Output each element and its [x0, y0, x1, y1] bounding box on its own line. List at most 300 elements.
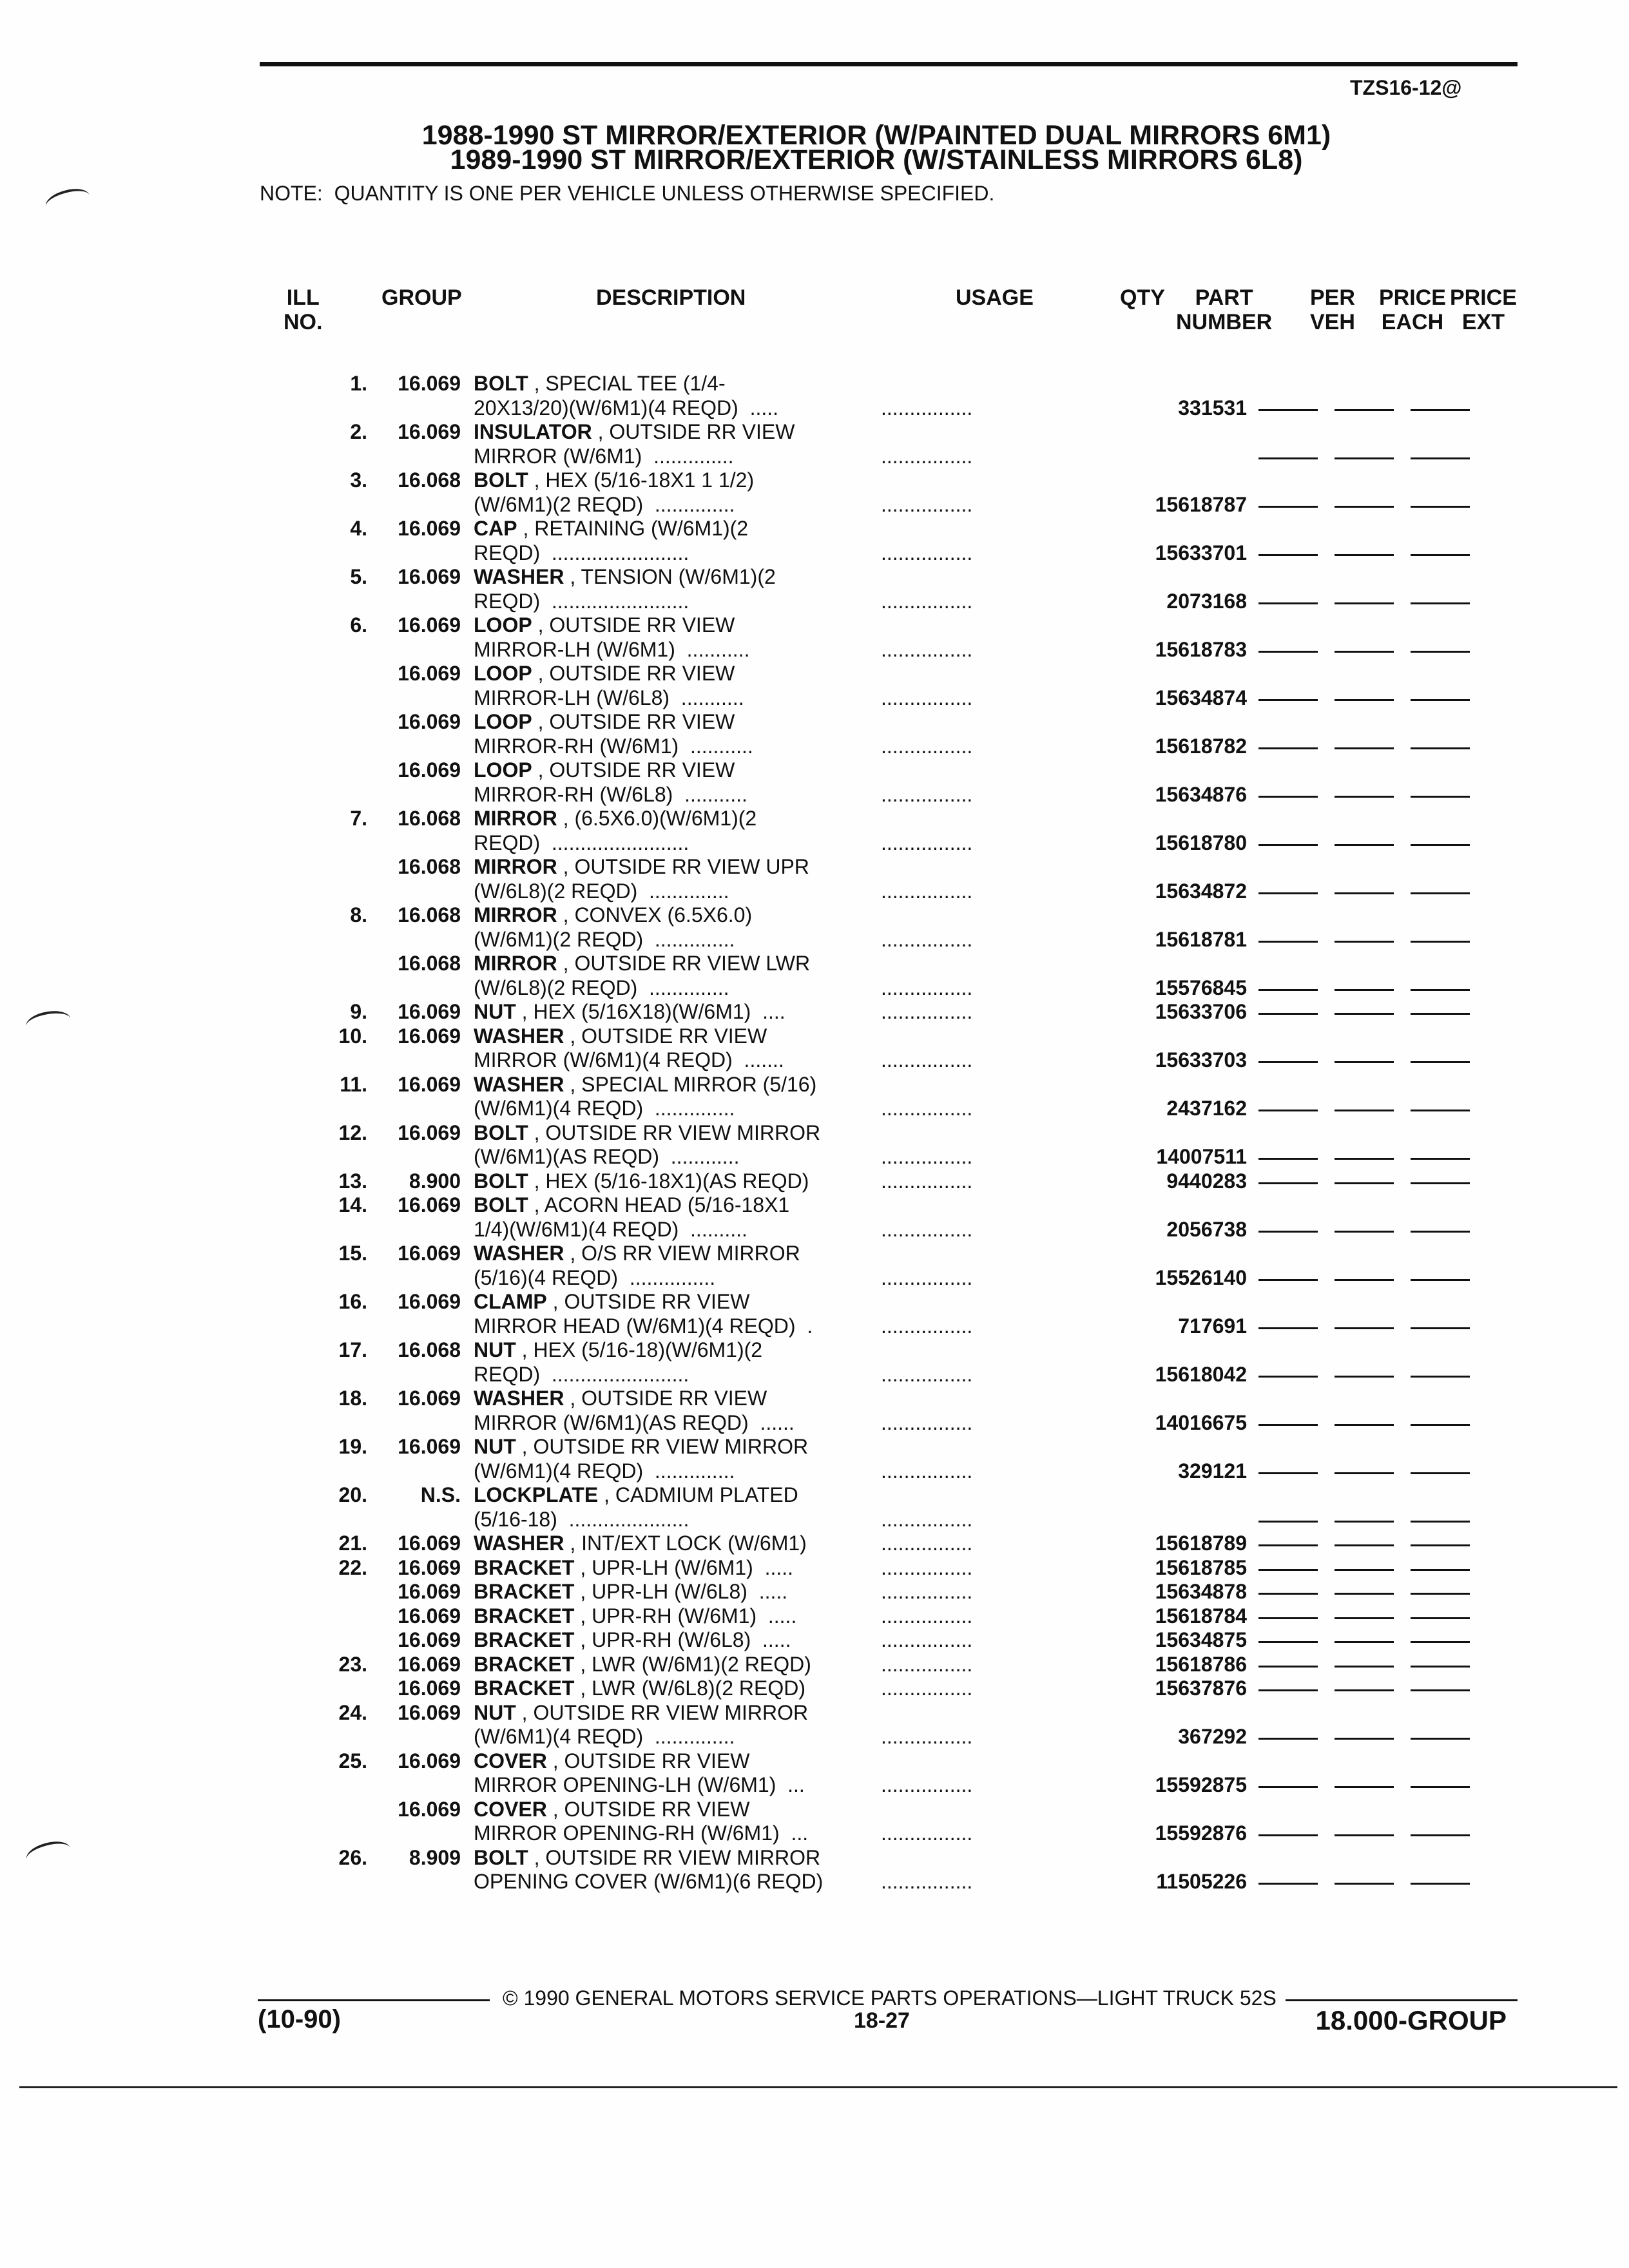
per-veh-blank [1258, 493, 1335, 517]
usage-dots: ................ [881, 1652, 973, 1676]
part-name: BOLT [474, 1169, 528, 1193]
price-ext-blank [1411, 613, 1487, 638]
price-each-blank [1335, 976, 1411, 1001]
part-number [1094, 1435, 1258, 1459]
part-description [474, 1169, 881, 1194]
ill-number [258, 541, 367, 566]
per-veh-blank [1258, 686, 1335, 711]
fill-in-line [1335, 1013, 1394, 1015]
fill-in-line [1258, 1376, 1318, 1378]
per-veh-blank [1258, 1532, 1335, 1556]
part-name: BRACKET [474, 1628, 575, 1651]
fill-in-line [1335, 1544, 1394, 1546]
price-ext-blank [1411, 1121, 1487, 1146]
part-number [1094, 855, 1258, 879]
usage [881, 420, 1094, 445]
price-ext-blank [1411, 445, 1487, 469]
table-row [258, 1338, 1487, 1363]
part-description [474, 1628, 881, 1653]
fill-in-line [1411, 1279, 1470, 1281]
part-detail: , HEX (5/16-18)(W/6M1)(2 [516, 1338, 763, 1361]
fill-in-line [1258, 651, 1318, 653]
fill-in-line [1335, 1231, 1394, 1233]
fill-in-line [1335, 1424, 1394, 1426]
per-veh-blank [1258, 1218, 1335, 1242]
table-row-continuation [258, 396, 1487, 421]
price-ext-blank [1411, 1483, 1487, 1508]
price-ext-blank [1411, 1024, 1487, 1049]
price-ext-blank [1411, 1097, 1487, 1121]
per-veh-blank [1258, 1290, 1335, 1314]
fill-in-line [1258, 699, 1318, 701]
group-number: 18.000-GROUP [1315, 2005, 1507, 2035]
part-detail: , RETAINING (W/6M1)(2 [517, 517, 749, 540]
usage [881, 372, 1094, 396]
part-description [474, 1604, 881, 1629]
table-row-continuation [258, 1459, 1487, 1484]
per-veh-blank [1258, 1459, 1335, 1484]
per-veh-blank [1258, 1193, 1335, 1218]
price-ext-blank [1411, 1556, 1487, 1581]
fill-in-line [1335, 892, 1394, 894]
usage-dots: ................ [881, 1000, 973, 1023]
part-detail: , UPR-RH (W/6M1) ..... [574, 1604, 797, 1628]
part-number: 15618787 [1155, 492, 1247, 516]
table-row [258, 613, 1487, 638]
part-description [474, 1701, 881, 1725]
ill-number [258, 1773, 367, 1798]
fill-in-line [1335, 1182, 1394, 1184]
per-veh-blank [1258, 735, 1335, 759]
part-number [1094, 420, 1258, 445]
price-ext-blank [1411, 1435, 1487, 1459]
table-row-continuation [258, 783, 1487, 807]
price-ext-blank [1411, 783, 1487, 807]
fill-in-line [1258, 1472, 1318, 1474]
usage [881, 952, 1094, 976]
ill-number [258, 1145, 367, 1169]
ill-number: 15. [338, 1242, 367, 1265]
fill-in-line [1335, 457, 1394, 459]
hole-punch-mark [24, 1008, 73, 1037]
price-each-blank [1335, 1798, 1411, 1822]
group-number: 16.068 [398, 1338, 461, 1361]
part-number: 9440283 [1166, 1169, 1247, 1193]
part-detail: , OUTSIDE RR VIEW [546, 1797, 750, 1821]
price-ext-blank [1411, 686, 1487, 711]
price-ext-blank [1411, 1387, 1487, 1411]
part-description-cont: MIRROR-LH (W/6L8) ........... [474, 686, 744, 709]
price-each-blank [1335, 590, 1411, 614]
fill-in-line [1411, 1327, 1470, 1329]
part-description-cont: (W/6M1)(2 REQD) .............. [474, 492, 735, 516]
fill-in-line [1258, 796, 1318, 798]
ill-number: 6. [350, 613, 367, 637]
ill-number: 16. [338, 1290, 367, 1313]
ill-number [258, 1870, 367, 1894]
group-number [367, 541, 474, 566]
usage [881, 1483, 1094, 1508]
part-description [474, 1000, 881, 1024]
ill-number [258, 1677, 367, 1701]
group-number: 16.069 [398, 613, 461, 637]
part-description [474, 1798, 881, 1822]
usage [881, 1387, 1094, 1411]
part-number [1094, 952, 1258, 976]
fill-in-line [1411, 602, 1470, 604]
ill-number [258, 1508, 367, 1532]
fill-in-line [1335, 409, 1394, 411]
price-ext-blank [1411, 952, 1487, 976]
per-veh-blank [1258, 517, 1335, 541]
fill-in-line [1258, 1110, 1318, 1111]
part-description [474, 1677, 881, 1701]
group-number: 16.069 [398, 1555, 461, 1579]
price-ext-blank [1411, 1846, 1487, 1870]
per-veh-blank [1258, 1677, 1335, 1701]
per-veh-blank [1258, 420, 1335, 445]
part-number [1094, 662, 1258, 686]
usage-dots: ................ [881, 444, 973, 468]
price-each-blank [1335, 735, 1411, 759]
part-number [1094, 372, 1258, 396]
group-number [367, 686, 474, 711]
fill-in-line [1258, 892, 1318, 894]
ill-number [258, 1314, 367, 1339]
part-description [474, 1653, 881, 1677]
per-veh-blank [1258, 1821, 1335, 1846]
fill-in-line [1411, 1786, 1470, 1788]
ill-number [258, 1725, 367, 1749]
price-ext-blank [1411, 590, 1487, 614]
price-ext-blank [1411, 541, 1487, 566]
table-row [258, 952, 1487, 976]
part-number: 15633701 [1155, 541, 1247, 564]
table-row [258, 1290, 1487, 1314]
part-description [474, 1483, 881, 1508]
usage-dots: ................ [881, 1410, 973, 1434]
usage [881, 807, 1094, 831]
price-each-blank [1335, 638, 1411, 662]
price-each-blank [1335, 1483, 1411, 1508]
ill-number: 21. [338, 1532, 367, 1555]
price-each-blank [1335, 879, 1411, 904]
table-row [258, 468, 1487, 493]
per-veh-blank [1258, 1121, 1335, 1146]
fill-in-line [1335, 1110, 1394, 1111]
per-veh-blank [1258, 445, 1335, 469]
usage-dots: ................ [881, 396, 973, 419]
price-ext-blank [1411, 638, 1487, 662]
price-ext-blank [1411, 928, 1487, 952]
usage-dots: ................ [881, 1677, 973, 1700]
price-each-blank [1335, 1532, 1411, 1556]
ill-number [258, 1266, 367, 1291]
price-ext-blank [1411, 879, 1487, 904]
fill-in-line [1258, 506, 1318, 508]
part-number: 15618782 [1155, 734, 1247, 758]
part-description [474, 662, 881, 686]
ill-number [258, 952, 367, 976]
per-veh-blank [1258, 831, 1335, 856]
price-ext-blank [1411, 758, 1487, 783]
ill-number [258, 638, 367, 662]
price-each-blank [1335, 1773, 1411, 1798]
ill-number: 20. [338, 1483, 367, 1506]
part-name: WASHER [474, 565, 564, 588]
part-detail: , UPR-LH (W/6M1) ..... [574, 1555, 794, 1579]
fill-in-line [1411, 1641, 1470, 1643]
part-description [474, 758, 881, 783]
part-number [1094, 1508, 1258, 1532]
usage-dots: ................ [881, 1580, 973, 1603]
usage-dots: ................ [881, 1362, 973, 1386]
part-detail: , OUTSIDE RR VIEW MIRROR [528, 1120, 821, 1144]
per-veh-blank [1258, 1556, 1335, 1581]
part-description-cont: (5/16-18) ..................... [474, 1507, 689, 1531]
part-detail: , OUTSIDE RR VIEW [564, 1387, 767, 1410]
table-row [258, 710, 1487, 735]
part-description [474, 1073, 881, 1097]
part-description-cont: (W/6M1)(AS REQD) ............ [474, 1145, 740, 1168]
usage-dots: ................ [881, 686, 973, 709]
group-number: 16.069 [398, 1532, 461, 1555]
per-veh-blank [1258, 1266, 1335, 1291]
usage-dots: ................ [881, 1145, 973, 1168]
hole-punch-mark [24, 1838, 73, 1870]
fill-in-line [1335, 1376, 1394, 1378]
price-ext-blank [1411, 1773, 1487, 1798]
part-detail: , OUTSIDE RR VIEW [532, 662, 735, 685]
table-row-continuation [258, 879, 1487, 904]
part-number: 14016675 [1155, 1410, 1247, 1434]
fill-in-line [1335, 1689, 1394, 1691]
usage [881, 565, 1094, 590]
group-number: 16.068 [398, 807, 461, 830]
part-number: 717691 [1178, 1314, 1247, 1338]
hole-punch-mark [43, 185, 92, 218]
part-name: MIRROR [474, 855, 557, 878]
part-description [474, 613, 881, 638]
header-per-veh: PER VEH [1310, 285, 1355, 334]
group-number: 16.068 [398, 855, 461, 878]
price-each-blank [1335, 1677, 1411, 1701]
price-ext-blank [1411, 1628, 1487, 1653]
table-row-continuation [258, 1725, 1487, 1749]
fill-in-line [1411, 1061, 1470, 1063]
part-name: CLAMP [474, 1290, 547, 1313]
usage-dots: ................ [881, 1532, 973, 1555]
usage [881, 710, 1094, 735]
per-veh-blank [1258, 1145, 1335, 1169]
price-each-blank [1335, 1387, 1411, 1411]
part-name: BRACKET [474, 1604, 575, 1628]
usage-dots: ................ [881, 1604, 973, 1628]
ill-number [258, 686, 367, 711]
price-ext-blank [1411, 1290, 1487, 1314]
part-name: LOOP [474, 613, 532, 637]
per-veh-blank [1258, 1435, 1335, 1459]
per-veh-blank [1258, 1749, 1335, 1774]
usage [881, 613, 1094, 638]
quantity-note: NOTE: QUANTITY IS ONE PER VEHICLE UNLESS OTHERWISE SPECIFIED. [260, 182, 995, 205]
fill-in-line [1335, 989, 1394, 991]
usage-dots: ................ [881, 1048, 973, 1072]
ill-number: 26. [338, 1845, 367, 1869]
table-row-continuation [258, 541, 1487, 566]
part-number: 11505226 [1156, 1870, 1247, 1893]
part-name: BRACKET [474, 1555, 575, 1579]
usage-dots: ................ [881, 1821, 973, 1845]
price-ext-blank [1411, 1532, 1487, 1556]
part-number [1094, 710, 1258, 735]
part-name: WASHER [474, 1024, 564, 1048]
part-description-cont: (W/6L8)(2 REQD) .............. [474, 975, 729, 999]
per-veh-blank [1258, 1483, 1335, 1508]
part-detail: , O/S RR VIEW MIRROR [564, 1242, 800, 1265]
part-detail: , LWR (W/6M1)(2 REQD) [574, 1652, 811, 1676]
part-description-cont: MIRROR OPENING-LH (W/6M1) ... [474, 1773, 805, 1796]
price-ext-blank [1411, 735, 1487, 759]
part-detail: , CONVEX (6.5X6.0) [557, 903, 753, 927]
part-description [474, 710, 881, 735]
group-number [367, 1459, 474, 1484]
price-each-blank [1335, 710, 1411, 735]
per-veh-blank [1258, 1169, 1335, 1194]
part-name: LOOP [474, 710, 532, 733]
table-row-continuation [258, 445, 1487, 469]
fill-in-line [1411, 989, 1470, 991]
fill-in-line [1258, 1883, 1318, 1885]
ill-number [258, 758, 367, 783]
part-number [1094, 517, 1258, 541]
ill-number [258, 445, 367, 469]
part-number [1094, 758, 1258, 783]
part-name: LOOP [474, 758, 532, 782]
part-number [1094, 1701, 1258, 1725]
fill-in-line [1411, 1834, 1470, 1836]
price-ext-blank [1411, 1749, 1487, 1774]
group-number [367, 1048, 474, 1073]
group-number: 8.909 [409, 1845, 461, 1869]
fill-in-line [1411, 1158, 1470, 1160]
fill-in-line [1411, 409, 1470, 411]
footer-rule-right [1286, 1999, 1518, 2001]
per-veh-blank [1258, 1242, 1335, 1266]
fill-in-line [1411, 1593, 1470, 1595]
table-row [258, 1435, 1487, 1459]
group-number [367, 879, 474, 904]
part-number [1094, 1121, 1258, 1146]
price-ext-blank [1411, 903, 1487, 928]
part-name: BOLT [474, 1120, 528, 1144]
part-detail: , UPR-LH (W/6L8) ..... [574, 1580, 788, 1603]
part-description-cont: REQD) ........................ [474, 541, 689, 564]
group-number: N.S. [420, 1483, 461, 1506]
part-number: 15634874 [1155, 686, 1247, 709]
ill-number [258, 855, 367, 879]
price-ext-blank [1411, 1653, 1487, 1677]
usage [881, 1073, 1094, 1097]
header-price-ext: PRICE EXT [1450, 285, 1517, 334]
part-number [1094, 1749, 1258, 1774]
table-row-continuation [258, 1314, 1487, 1339]
ill-number [258, 662, 367, 686]
ill-number: 23. [338, 1652, 367, 1676]
copyright-notice: © 1990 GENERAL MOTORS SERVICE PARTS OPERATIONS—LIGHT TRUCK 52S [503, 1986, 1277, 2010]
fill-in-line [1411, 1544, 1470, 1546]
part-number: 2437162 [1166, 1097, 1247, 1120]
ill-number [258, 879, 367, 904]
fill-in-line [1258, 602, 1318, 604]
part-description [474, 1387, 881, 1411]
table-row [258, 565, 1487, 590]
fill-in-line [1335, 651, 1394, 653]
usage [881, 1024, 1094, 1049]
part-description-cont: REQD) ........................ [474, 589, 689, 613]
part-description-cont: MIRROR (W/6M1)(4 REQD) ....... [474, 1048, 784, 1072]
per-veh-blank [1258, 952, 1335, 976]
per-veh-blank [1258, 1508, 1335, 1532]
part-description [474, 1242, 881, 1266]
part-description [474, 807, 881, 831]
table-row-continuation [258, 735, 1487, 759]
price-ext-blank [1411, 807, 1487, 831]
per-veh-blank [1258, 976, 1335, 1001]
part-number: 15592875 [1155, 1773, 1247, 1796]
group-number: 16.069 [398, 372, 461, 395]
price-ext-blank [1411, 1580, 1487, 1604]
table-row [258, 1193, 1487, 1218]
price-each-blank [1335, 1435, 1411, 1459]
part-description-cont: 20X13/20)(W/6M1)(4 REQD) ..... [474, 396, 779, 419]
ill-number [258, 735, 367, 759]
usage [881, 1242, 1094, 1266]
per-veh-blank [1258, 1097, 1335, 1121]
fill-in-line [1258, 989, 1318, 991]
part-name: BOLT [474, 372, 528, 395]
fill-in-line [1335, 1472, 1394, 1474]
bottom-rule [19, 2086, 1617, 2088]
per-veh-blank [1258, 1628, 1335, 1653]
fill-in-line [1411, 1376, 1470, 1378]
price-each-blank [1335, 1653, 1411, 1677]
per-veh-blank [1258, 396, 1335, 421]
table-row-continuation [258, 1218, 1487, 1242]
table-row-continuation [258, 1145, 1487, 1169]
part-number: 15618786 [1155, 1652, 1247, 1676]
per-veh-blank [1258, 1411, 1335, 1436]
ill-number [258, 1798, 367, 1822]
fill-in-line [1335, 747, 1394, 749]
per-veh-blank [1258, 613, 1335, 638]
per-veh-blank [1258, 903, 1335, 928]
part-detail: , OUTSIDE RR VIEW MIRROR [528, 1845, 821, 1869]
fill-in-line [1258, 1786, 1318, 1788]
part-description-cont: MIRROR-RH (W/6L8) ........... [474, 782, 747, 806]
ill-number: 5. [350, 565, 367, 588]
price-each-blank [1335, 1628, 1411, 1653]
table-row [258, 1483, 1487, 1508]
price-each-blank [1335, 613, 1411, 638]
part-name: NUT [474, 1000, 516, 1023]
part-number: 15634875 [1155, 1628, 1247, 1651]
fill-in-line [1258, 1231, 1318, 1233]
price-each-blank [1335, 1218, 1411, 1242]
table-row [258, 1073, 1487, 1097]
group-number [367, 928, 474, 952]
part-detail: , OUTSIDE RR VIEW [546, 1749, 750, 1773]
